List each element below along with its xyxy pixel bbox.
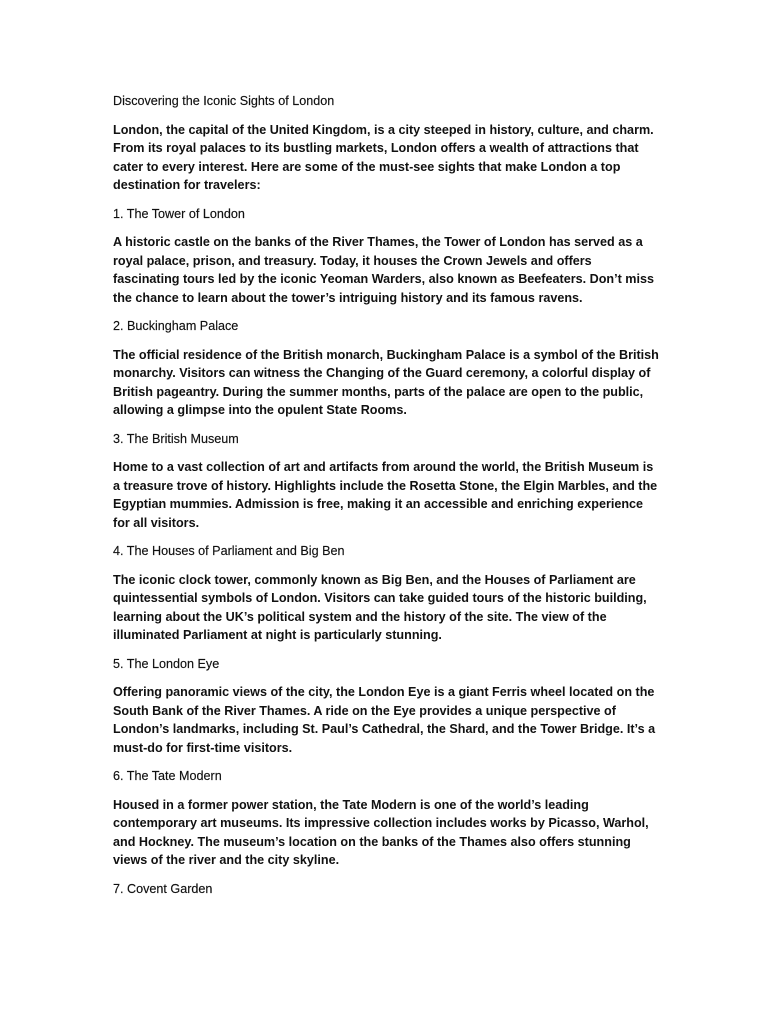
section-heading-tate-modern: 6. The Tate Modern — [113, 769, 222, 783]
section-heading-tower-of-london: 1. The Tower of London — [113, 206, 245, 221]
section-body-tate-modern: Housed in a former power station, the Tate Modern is one of the world’s leading contemporary art museums. Its impressive collection includes works by Picasso, Warhol, and Hockney. The museum’s location on the banks of the Thames also offers stunning views of the river and the city skyline. — [113, 797, 649, 867]
section-body-tower-of-london: A historic castle on the banks of the River Thames, the Tower of London has served as a royal palace, prison, and treasury. Today, it houses the Crown Jewels and offers fascinating tours led by the iconic Yeoman Warders, also known as Beefeaters. Don’t miss the chance to learn about the tower’s intriguing history and its famous ravens. — [113, 235, 654, 305]
section-heading-houses-of-parliament: 4. The Houses of Parliament and Big Ben — [113, 544, 345, 558]
section-body-houses-of-parliament: The iconic clock tower, commonly known as Big Ben, and the Houses of Parliament are quintessential symbols of London. Visitors can take guided tours of the historic building, learning about the UK’s political system and the history of the site. The view of the illuminated Parliament at night is particularly stunning. — [113, 572, 647, 642]
intro-paragraph: London, the capital of the United Kingdom, is a city steeped in history, culture, and charm. From its royal palaces to its bustling markets, London offers a wealth of attractions that cater to every interest. Here are some of the must-see sights that make London a top destination for travelers: — [113, 122, 654, 192]
section-body-buckingham-palace: The official residence of the British monarch, Buckingham Palace is a symbol of the British monarchy. Visitors can witness the Changing of the Guard ceremony, a colorful display of British pageantry. During the summer months, parts of the palace are open to the public, allowing a glimpse into the opulent State Rooms. — [113, 347, 659, 417]
section-body-london-eye: Offering panoramic views of the city, the London Eye is a giant Ferris wheel located on the South Bank of the River Thames. A ride on the Eye provides a unique perspective of London’s landmarks, including St. Paul’s Cathedral, the Shard, and the Tower Bridge. It’s a must-do for first-time visitors. — [113, 685, 656, 755]
section-heading-covent-garden: 7. Covent Garden — [113, 881, 213, 896]
section-heading-buckingham-palace: 2. Buckingham Palace — [113, 319, 239, 333]
section-heading-british-museum: 3. The British Museum — [113, 431, 239, 446]
document-page — [113, 92, 661, 908]
document-title: Discovering the Iconic Sights of London — [113, 94, 335, 108]
section-heading-london-eye: 5. The London Eye — [113, 656, 220, 671]
section-body-british-museum: Home to a vast collection of art and artifacts from around the world, the British Museum is a treasure trove of history. Highlights include the Rosetta Stone, the Elgin Marbles, and the Egyptian mummies. Admission is free, making it an accessible and enriching experience for all visitors. — [113, 460, 658, 530]
